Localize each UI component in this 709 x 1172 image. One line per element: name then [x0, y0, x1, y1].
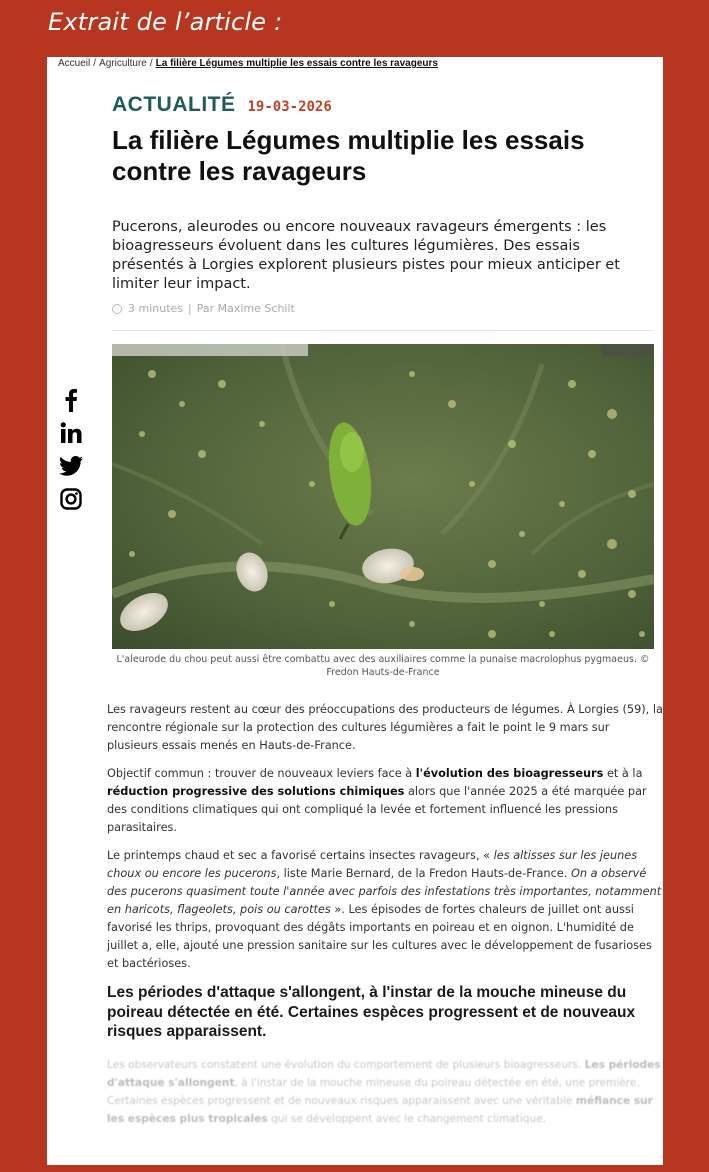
photo-overlay-bar [112, 344, 308, 356]
article-date: 19-03-2026 [247, 99, 332, 115]
facebook-icon[interactable] [59, 388, 83, 412]
article-lead: Pucerons, aleurodes ou encore nouveaux ravageurs émergents : les bioagresseurs évoluent dans les cultures légumières. Des essais présentés à Lorgies explorent plusieurs pistes pour mieux anticiper et limiter leur impact. [112, 219, 620, 292]
photo-image [112, 344, 654, 649]
breadcrumb-home[interactable]: Accueil [58, 58, 91, 69]
paragraph-2: Objectif commun : trouver de nouveaux leviers face à l'évolution des bioagresseurs et à la réduction progressive des solutions chimiques alors que l'année 2025 a été marquée par des conditions climatiques qui ont compliqué la levée et fortement influencé les pressions parasitaires. [107, 767, 647, 834]
social-share [59, 388, 83, 520]
photo-overlay-timestamp [602, 344, 654, 356]
paragraph-1: Les ravageurs restent au cœur des préoccupations des producteurs de légumes. À Lorgies (59), la rencontre régionale sur la protection des cultures légumières a fait le point le 9 mars sur plusieurs essais menés en Hauts-de-France. [107, 703, 663, 752]
paragraph-4: Les observateurs constatent une évolution du comportement de plusieurs bioagresseurs. Les périodes d'attaque s'allongent, à l'instar de la mouche mineuse du poireau détectée en été, une première. Certaines espèces progressent et de nouveaux risques apparaissent avec une véritable méfiance sur les espèces plus tropicales qui se développent avec le changement climatique. [107, 1058, 661, 1125]
article-body [107, 701, 663, 1138]
divider [112, 330, 654, 331]
kicker-row [112, 93, 332, 117]
twitter-icon[interactable] [59, 454, 83, 478]
read-time: 3 minutes [128, 302, 184, 315]
linkedin-icon[interactable] [59, 421, 83, 445]
article-title: La filière Légumes multiplie les essais contre les ravageurs [112, 125, 585, 186]
breadcrumb-category[interactable]: Agriculture [99, 58, 147, 69]
photo-caption: L'aleurode du chou peut aussi être combattu avec des auxiliaires comme la punaise macrolophus pygmaeus. © Fredon Hauts-de-France [116, 654, 650, 678]
article-meta: 3 minutes | Par Maxime Schilt [112, 302, 295, 315]
instagram-icon[interactable] [59, 487, 83, 511]
author: Par Maxime Schilt [196, 302, 295, 315]
article-card [47, 57, 663, 1165]
article-photo [112, 344, 654, 649]
extract-header: Extrait de l’article : [48, 8, 283, 36]
breadcrumb-current[interactable]: La filière Légumes multiplie les essais contre les ravageurs [155, 58, 438, 69]
article-kicker: ACTUALITÉ [112, 93, 236, 116]
clock-icon [112, 304, 122, 314]
breadcrumb: Accueil / Agriculture / La filière Légumes multiplie les essais contre les ravageurs [58, 58, 438, 69]
paragraph-3: Le printemps chaud et sec a favorisé certains insectes ravageurs, « les altisses sur les jeunes choux ou encore les pucerons, liste Marie Bernard, de la Fredon Hauts-de-France. On a observé des pucerons quasiment toute l'année avec parfois des infestations très importantes, notamment en haricots, flageolets, pois ou carottes ». Les épisodes de fortes chaleurs de juillet ont aussi favorisé les thrips, provoquant des dégâts importants en poireau et en oignon. L'humidité de juillet a, elle, ajouté une pression sanitaire sur les cultures avec le développement de fusarioses et bactérioses. [107, 849, 662, 970]
article-subhead: Les périodes d'attaque s'allongent, à l'instar de la mouche mineuse du poireau détectée en été. Certaines espèces progressent et de nouveaux risques apparaissent. [107, 984, 636, 1040]
